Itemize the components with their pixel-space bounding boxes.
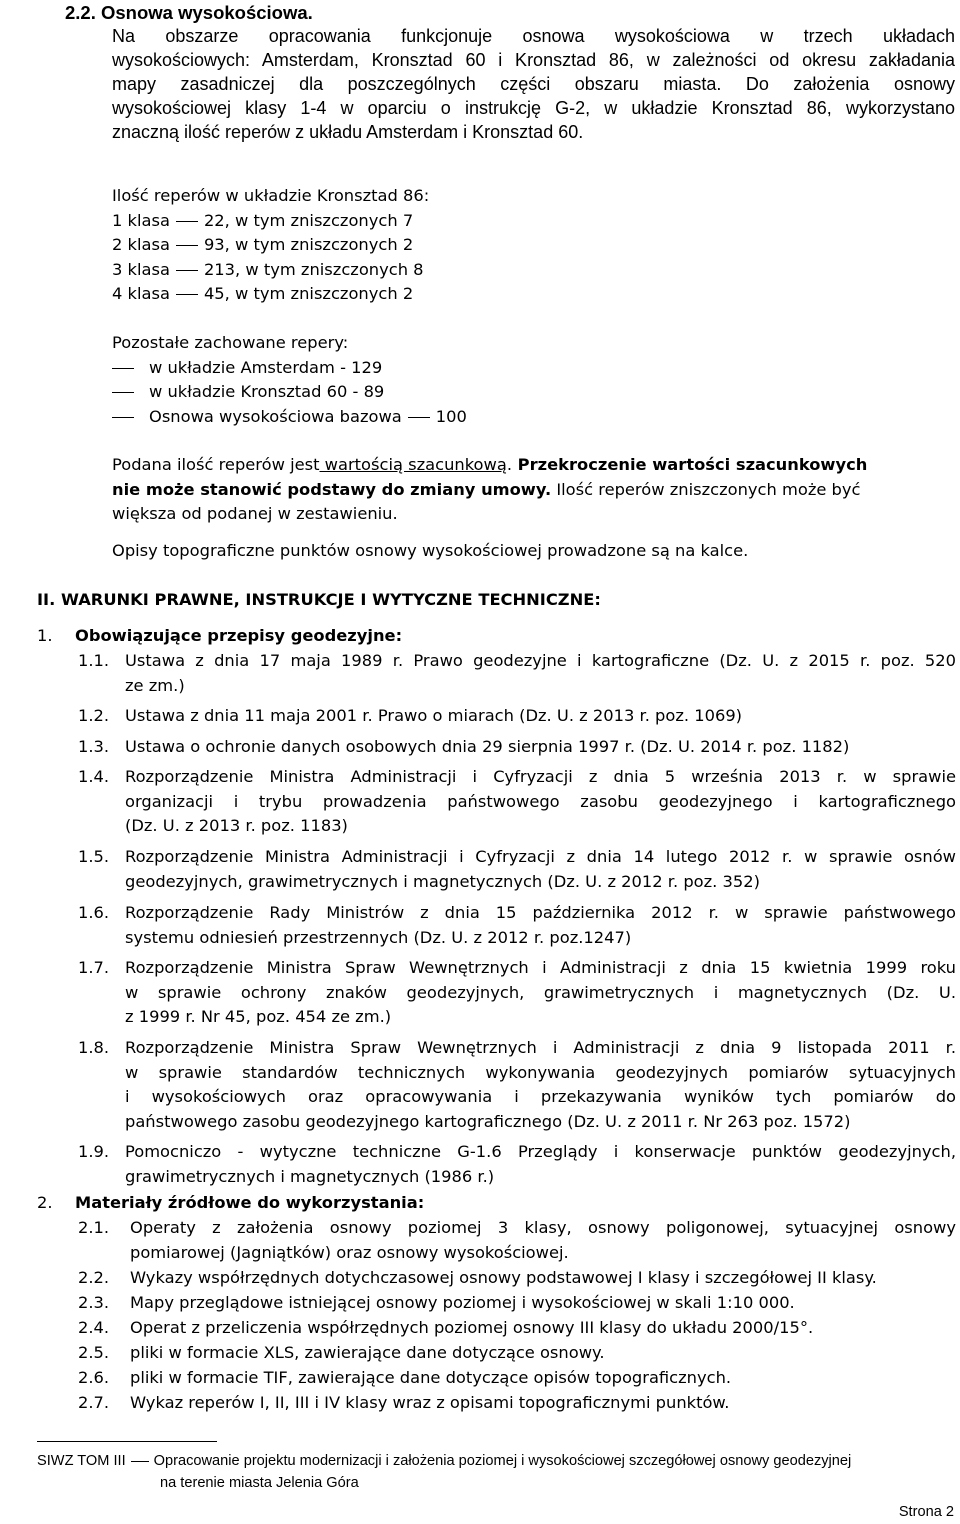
footer-rule — [37, 1441, 217, 1442]
kronsztad-heading: Ilość reperów w układzie Kronsztad 86: — [112, 186, 430, 205]
item-number: 2.5. — [78, 1343, 110, 1362]
list-item — [78, 1391, 956, 1416]
item-number: 1.8. — [78, 1038, 110, 1057]
item-text-line: Wykazy współrzędnych dotychczasowej osnowy podstawowej I klasy i szczegółowej II klasy. — [130, 1268, 877, 1287]
item-text-line: Rozporządzenie Ministra Administracji i Cyfryzacji z dnia 5 września 2013 r. w sprawie — [125, 767, 956, 786]
item-text-line: państwowego zasobu geodezyjnego kartograficznego (Dz. U. z 2011 r. Nr 263 poz. 1572) — [125, 1111, 851, 1131]
list-item — [78, 704, 956, 729]
item-text-line: w sprawie ochrony znaków geodezyjnych, grawimetrycznych i magnetycznych (Dz. U. — [125, 982, 956, 1002]
intro-line: znaczną ilość reperów z układu Amsterdam i Kronsztad 60. — [112, 122, 584, 142]
item-text-line: (Dz. U. z 2013 r. poz. 1183) — [125, 816, 348, 836]
subheading-regulations: 1. Obowiązujące przepisy geodezyjne: — [37, 626, 403, 645]
item-text-line: geodezyjnych, grawimetrycznych i magnetycznych (Dz. U. z 2012 r. poz. 352) — [125, 871, 760, 891]
list-item: Osnowa wysokościowa bazowa 100 — [112, 405, 467, 430]
item-text-line: pomiarowej (Jagniątków) oraz osnowy wysokościowej. — [130, 1242, 569, 1262]
item-text-line: Mapy przeglądowe istniejącej osnowy poziomej i wysokościowej w skali 1:10 000. — [130, 1293, 795, 1312]
remaining-heading: Pozostałe zachowane repery: — [112, 333, 349, 352]
list-item — [78, 1316, 956, 1341]
intro-line: wysokościowych: Amsterdam, Kronsztad 60 i Kronsztad 86, w zależności od okresu zakładania — [112, 50, 955, 70]
kronsztad-list — [112, 184, 429, 307]
footer-doc-label: SIWZ TOM III — [37, 1453, 126, 1469]
item-number: 2.2. — [78, 1268, 110, 1287]
item-number: 1.7. — [78, 958, 110, 977]
intro-line: mapy zasadniczej dla poszczególnych części obszaru miasta. Do założenia osnowy — [112, 74, 955, 94]
subheading-materials: 2. Materiały źródłowe do wykorzystania: — [37, 1193, 425, 1212]
item-text-line: Wykaz reperów I, II, III i IV klasy wraz z opisami topograficznymi punktów. — [130, 1393, 730, 1412]
list-item — [78, 765, 956, 839]
list-item — [78, 649, 956, 698]
item-text-line: Rozporządzenie Ministra Administracji i Cyfryzacji z dnia 14 lutego 2012 r. w sprawie osnów — [125, 847, 956, 866]
item-text-line: pliki w formacie TIF, zawierające dane dotyczące opisów topograficznych. — [130, 1368, 732, 1387]
item-number: 1.2. — [78, 706, 110, 725]
footer-doc-title: Opracowanie projektu modernizacji i założenia poziomej i wysokościowej szczegółowej osnowy geodezyjnej — [153, 1453, 852, 1469]
list-item — [78, 1266, 956, 1291]
item-number: 1.5. — [78, 847, 110, 866]
item-number: 2.1. — [78, 1218, 110, 1237]
item-text-line: w sprawie standardów technicznych wykonywania geodezyjnych pomiarów sytuacyjnych — [125, 1062, 956, 1082]
item-number: 2.7. — [78, 1393, 110, 1412]
item-text-line: Pomocniczo - wytyczne techniczne G-1.6 Przeglądy i konserwacje punktów geodezyjnych, — [125, 1142, 956, 1161]
item-number: 1.6. — [78, 903, 110, 922]
item-number: 2.4. — [78, 1318, 110, 1337]
item-number: 2.6. — [78, 1368, 110, 1387]
list-item: w układzie Amsterdam - 129 — [112, 356, 467, 381]
footer — [37, 1451, 851, 1471]
item-text-line: Ustawa z dnia 11 maja 2001 r. Prawo o miarach (Dz. U. z 2013 r. poz. 1069) — [125, 706, 743, 725]
item-text-line: systemu odniesień przestrzennych (Dz. U. z 2012 r. poz.1247) — [125, 927, 632, 947]
item-text-line: Operaty z założenia osnowy poziomej 3 klasy, osnowy poligonowej, sytuacyjnej osnowy — [130, 1218, 956, 1237]
list-item — [78, 1036, 956, 1134]
item-text-line: i wysokościowych oraz opracowywania i przekazywania wyników tych pomiarów do — [125, 1087, 956, 1107]
item-number: 1.3. — [78, 737, 110, 756]
list-item — [78, 845, 956, 894]
list-item — [78, 901, 956, 950]
item-text-line: Ustawa o ochronie danych osobowych dnia 29 sierpnia 1997 r. (Dz. U. 2014 r. poz. 1182) — [125, 737, 850, 756]
item-text-line: organizacji i trybu prowadzenia państwowego zasobu geodezyjnego i kartograficznego — [125, 791, 956, 811]
estimate-note: Podana ilość reperów jest wartością szacunkową. Przekroczenie wartości szacunkowych nie może stanowić podstawy do zmiany umowy. Ilość reperów zniszczonych może być większa od podanej w zestawieniu. — [112, 455, 868, 524]
list-item: 3 klasa 213, w tym zniszczonych 8 — [112, 259, 424, 279]
list-item — [78, 1366, 956, 1391]
intro-line: Na obszarze opracowania funkcjonuje osnowa wysokościowa w trzech układach — [112, 26, 955, 46]
item-number: 2.3. — [78, 1293, 110, 1312]
section-heading-II: II. WARUNKI PRAWNE, INSTRUKCJE I WYTYCZNE TECHNICZNE: — [37, 590, 601, 609]
list-item: 1 klasa 22, w tym zniszczonych 7 — [112, 210, 414, 230]
intro-paragraph — [112, 24, 955, 144]
list-item: 2 klasa 93, w tym zniszczonych 2 — [112, 235, 414, 255]
intro-line: wysokościowej klasy 1-4 w oparciu o instrukcję G-2, w układzie Kronsztad 86, wykorzystano — [112, 98, 955, 118]
list-item — [78, 1291, 956, 1316]
item-text-line: Rozporządzenie Rady Ministrów z dnia 15 października 2012 r. w sprawie państwowego — [125, 903, 956, 922]
item-text-line: Operat z przeliczenia współrzędnych poziomej osnowy III klasy do układu 2000/15°. — [130, 1318, 814, 1337]
footer-doc-title-2: na terenie miasta Jelenia Góra — [160, 1475, 359, 1491]
list-item — [78, 735, 956, 760]
section-heading-2-2: 2.2. Osnowa wysokościowa. — [65, 2, 313, 23]
page-number: Strona 2 — [898, 1504, 954, 1520]
remaining-list — [112, 331, 467, 429]
item-text-line: Rozporządzenie Ministra Spraw Wewnętrznych i Administracji z dnia 9 listopada 2011 r. — [125, 1038, 956, 1057]
item-text-line: grawimetrycznych i magnetycznych (1986 r.) — [125, 1166, 495, 1186]
list-item: 4 klasa 45, w tym zniszczonych 2 — [112, 284, 414, 304]
list-item — [78, 1341, 956, 1366]
item-text-line: ze zm.) — [125, 675, 185, 695]
item-text-line: z 1999 r. Nr 45, poz. 454 ze zm.) — [125, 1007, 392, 1027]
list-item — [78, 956, 956, 1030]
list-item — [78, 1216, 956, 1265]
item-text-line: pliki w formacie XLS, zawierające dane dotyczące osnowy. — [130, 1343, 605, 1362]
item-number: 1.9. — [78, 1142, 110, 1161]
item-number: 1.4. — [78, 767, 110, 786]
item-number: 1.1. — [78, 651, 110, 670]
item-text-line: Ustawa z dnia 17 maja 1989 r. Prawo geodezyjne i kartograficzne (Dz. U. z 2015 r. poz. 520 — [125, 651, 956, 670]
list-item: w układzie Kronsztad 60 - 89 — [112, 380, 467, 405]
item-text-line: Rozporządzenie Ministra Spraw Wewnętrznych i Administracji z dnia 15 kwietnia 1999 roku — [125, 958, 956, 977]
topo-note: Opisy topograficzne punktów osnowy wysokościowej prowadzone są na kalce. — [112, 541, 749, 560]
list-item — [78, 1140, 956, 1189]
